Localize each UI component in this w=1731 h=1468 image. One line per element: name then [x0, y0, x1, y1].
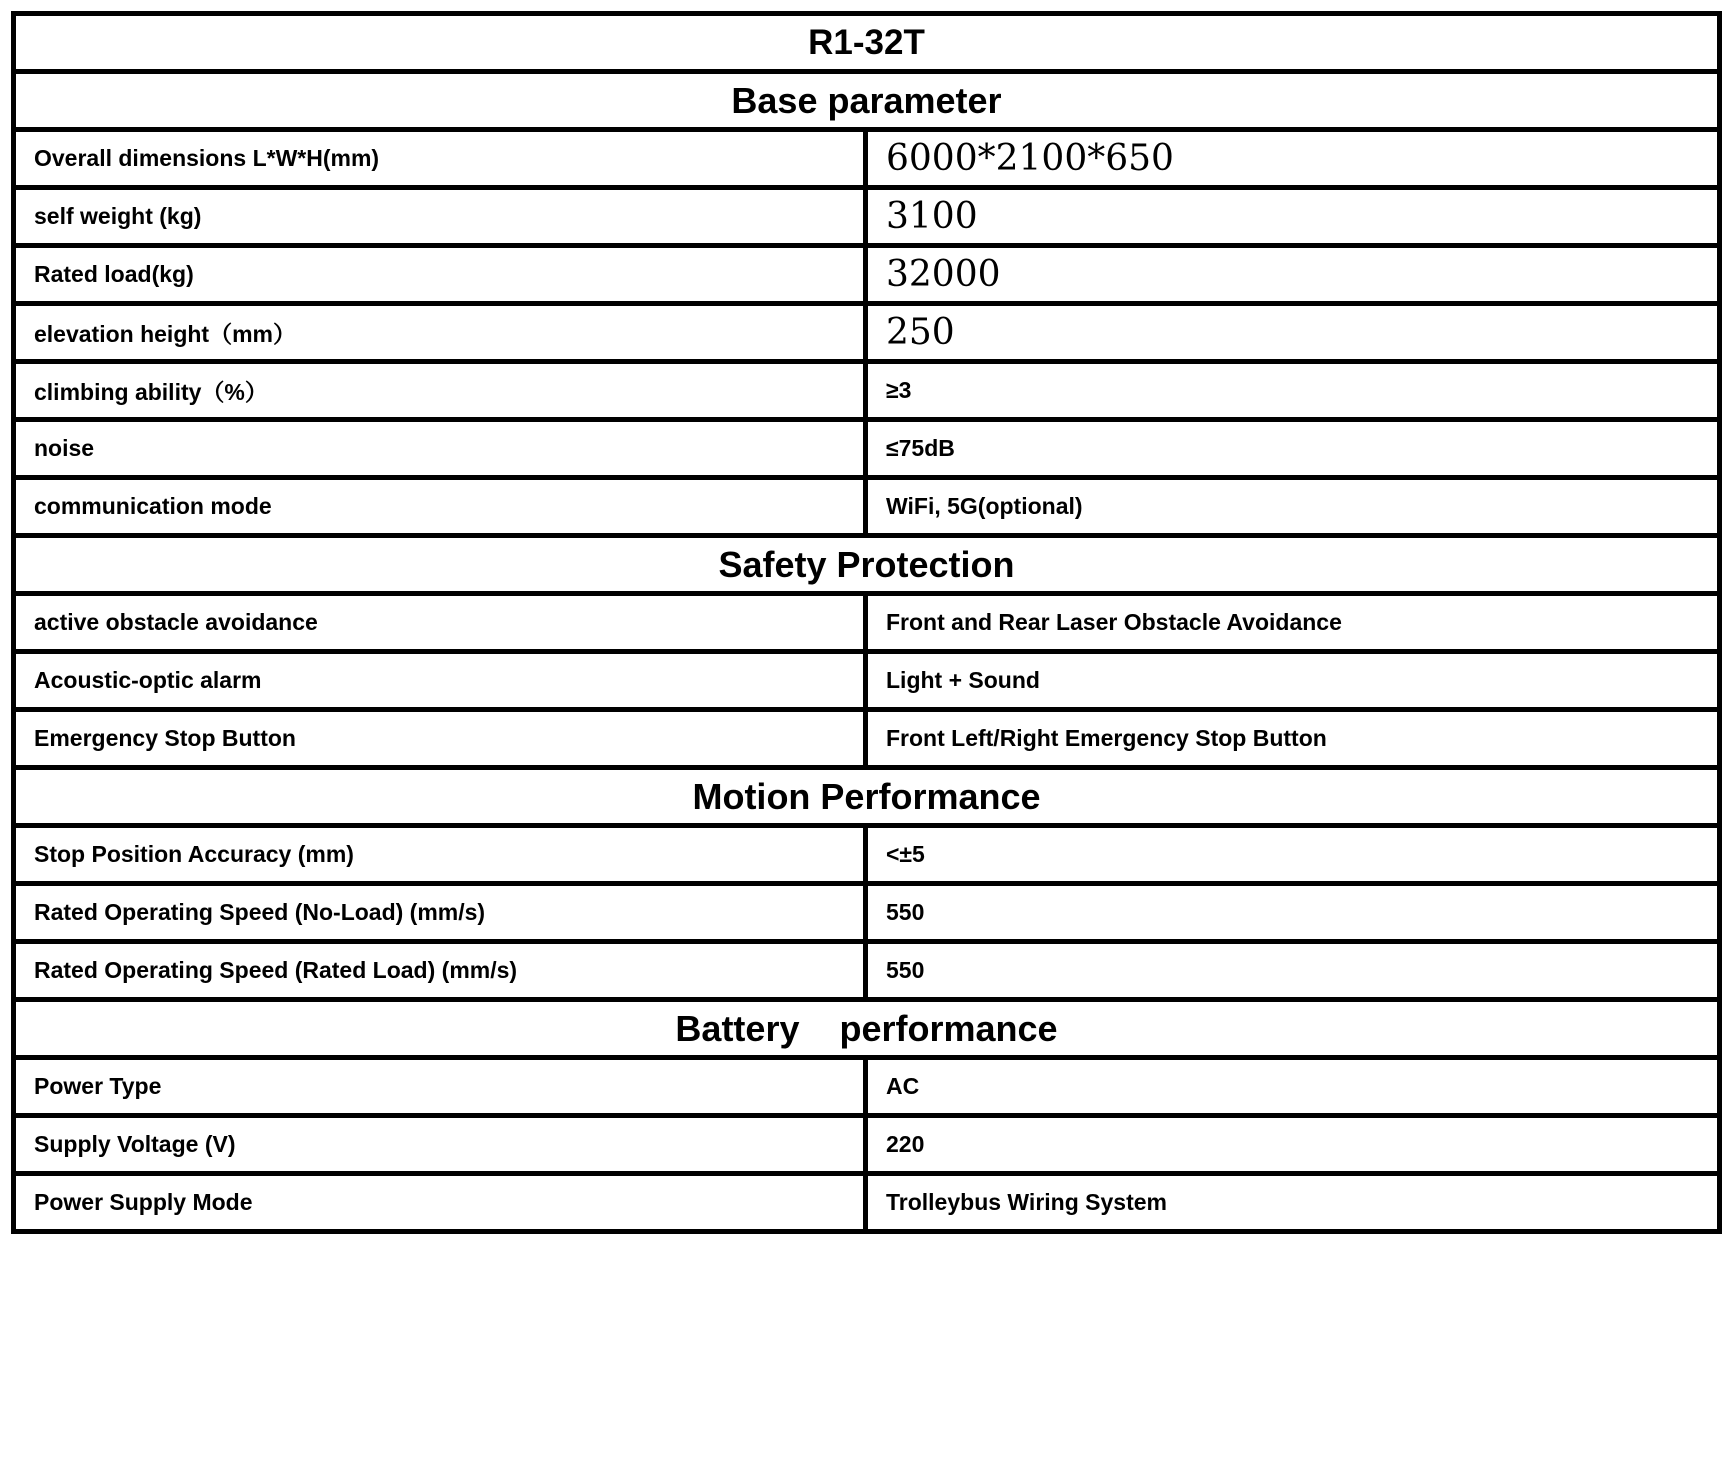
section-header-row: [14, 536, 1720, 594]
row-value: AC: [866, 1058, 1720, 1116]
row-value: 550: [866, 884, 1720, 942]
table-row: [14, 130, 1720, 188]
table-row: [14, 710, 1720, 768]
row-label: communication mode: [14, 478, 866, 536]
table-row: [14, 246, 1720, 304]
row-value: Front Left/Right Emergency Stop Button: [866, 710, 1720, 768]
table-row: [14, 420, 1720, 478]
row-label: Supply Voltage (V): [14, 1116, 866, 1174]
table-row: [14, 362, 1720, 420]
section-header-row: [14, 768, 1720, 826]
table-row: [14, 304, 1720, 362]
row-label: active obstacle avoidance: [14, 594, 866, 652]
table-row: [14, 1174, 1720, 1232]
table-row: [14, 826, 1720, 884]
table-row: [14, 884, 1720, 942]
table-row: [14, 188, 1720, 246]
row-value: Trolleybus Wiring System: [866, 1174, 1720, 1232]
row-value: WiFi, 5G(optional): [866, 478, 1720, 536]
row-value: 220: [866, 1116, 1720, 1174]
row-value: 32000: [866, 246, 1720, 304]
row-value: 6000*2100*650: [866, 130, 1720, 188]
row-value: 550: [866, 942, 1720, 1000]
table-row: [14, 1116, 1720, 1174]
row-label: Power Supply Mode: [14, 1174, 866, 1232]
row-label: self weight (kg): [14, 188, 866, 246]
row-label: Overall dimensions L*W*H(mm): [14, 130, 866, 188]
row-label: Power Type: [14, 1058, 866, 1116]
section-header-row: [14, 72, 1720, 130]
row-label: Stop Position Accuracy (mm): [14, 826, 866, 884]
section-heading-battery-performance: Battery performance: [14, 1000, 1720, 1058]
table-row: [14, 652, 1720, 710]
section-header-row: [14, 1000, 1720, 1058]
row-label: Acoustic-optic alarm: [14, 652, 866, 710]
section-heading-safety-protection: Safety Protection: [14, 536, 1720, 594]
section-heading-base-parameter: Base parameter: [14, 72, 1720, 130]
table-title: R1-32T: [14, 14, 1720, 72]
row-value: ≤75dB: [866, 420, 1720, 478]
table-row: [14, 942, 1720, 1000]
section-heading-motion-performance: Motion Performance: [14, 768, 1720, 826]
title-row: [14, 14, 1720, 72]
row-label: Rated Operating Speed (No-Load) (mm/s): [14, 884, 866, 942]
row-label: Rated Operating Speed (Rated Load) (mm/s): [14, 942, 866, 1000]
row-label: Rated load(kg): [14, 246, 866, 304]
row-value: 3100: [866, 188, 1720, 246]
spec-table: [11, 11, 1722, 1234]
row-value: <±5: [866, 826, 1720, 884]
row-value: Light + Sound: [866, 652, 1720, 710]
row-value: Front and Rear Laser Obstacle Avoidance: [866, 594, 1720, 652]
row-label: elevation height（mm）: [14, 304, 866, 362]
table-row: [14, 1058, 1720, 1116]
row-label: noise: [14, 420, 866, 478]
table-row: [14, 478, 1720, 536]
row-label: climbing ability（%）: [14, 362, 866, 420]
row-value: 250: [866, 304, 1720, 362]
row-label: Emergency Stop Button: [14, 710, 866, 768]
row-value: ≥3: [866, 362, 1720, 420]
table-row: [14, 594, 1720, 652]
